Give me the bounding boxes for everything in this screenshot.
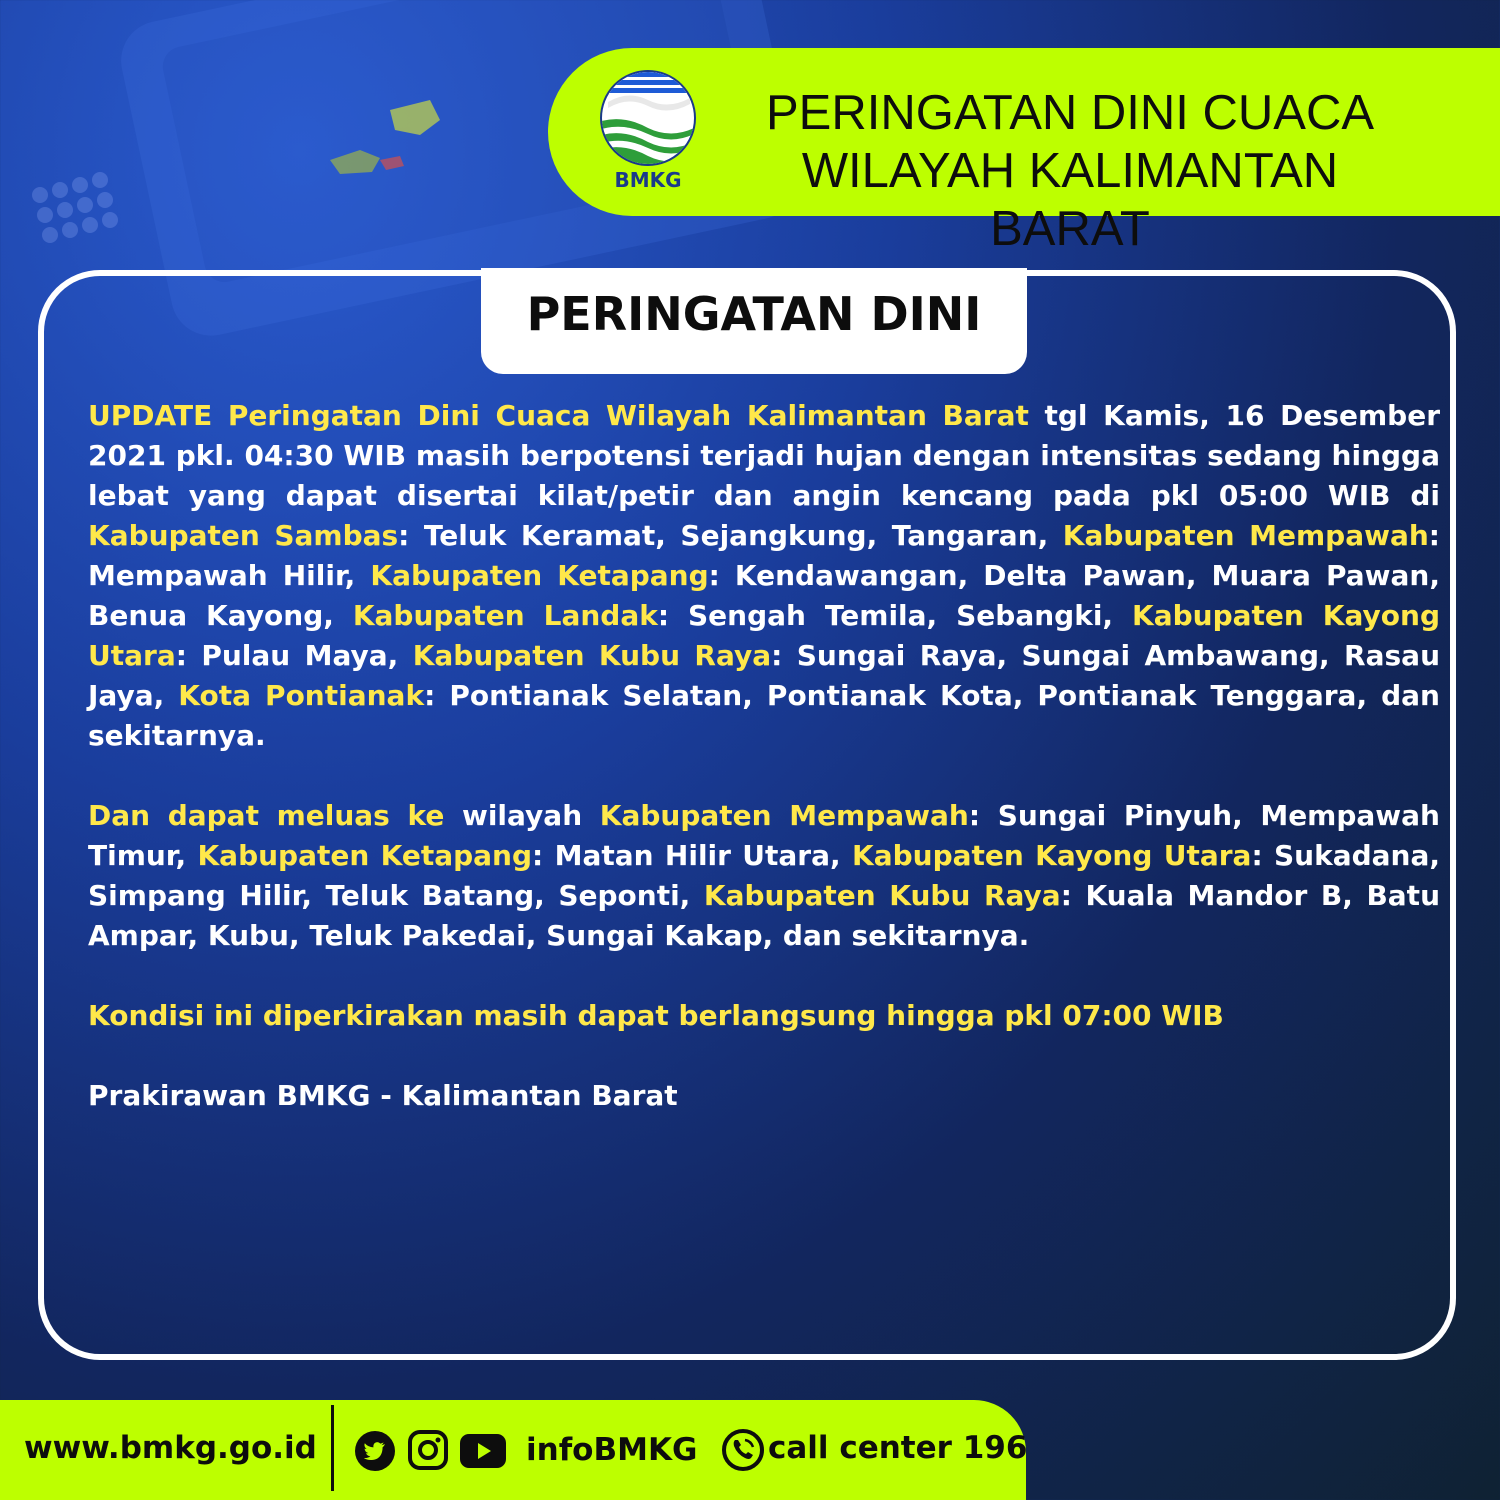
social-handle[interactable]: infoBMKG	[526, 1432, 698, 1468]
footer-divider	[331, 1405, 334, 1491]
logo-label: BMKG	[614, 168, 682, 192]
twitter-icon[interactable]	[354, 1430, 396, 1472]
body-text: : Mempawah Hilir,	[88, 519, 1440, 592]
region-name: Kabupaten Landak	[352, 599, 658, 632]
region-name: Kabupaten Ketapang	[197, 839, 533, 872]
call-center[interactable]: call center 196	[768, 1430, 1028, 1466]
region-name: Kabupaten Kubu Raya	[703, 879, 1061, 912]
title-line-2: WILAYAH KALIMANTAN BARAT	[801, 144, 1339, 256]
region-name: Kabupaten Ketapang	[370, 559, 709, 592]
region-name: Kabupaten Kubu Raya	[412, 639, 772, 672]
region-name: Kabupaten Mempawah	[1062, 519, 1429, 552]
body-text: tgl Kamis, 16 Desember 2021 pkl. 04:30 WIB masih berpotensi terjadi hujan dengan intensitas sedang hingga lebat yang dapat disertai kilat/petir dan angin kencang pada pkl 05:00 WIB di	[88, 399, 1440, 512]
youtube-icon[interactable]	[460, 1434, 506, 1468]
body-text: : Sukadana, Simpang Hilir, Teluk Batang, Seponti,	[88, 839, 1440, 912]
region-name: Kabupaten Kayong Utara	[852, 839, 1252, 872]
duration-note: Kondisi ini diperkirakan masih dapat berlangsung hingga pkl 07:00 WIB	[88, 999, 1224, 1032]
body-text: : Teluk Keramat, Sejangkung, Tangaran,	[398, 519, 1063, 552]
body-text: : Sengah Temila, Sebangki,	[657, 599, 1133, 632]
warning-body	[88, 396, 1440, 1156]
body-text: wilayah	[444, 799, 600, 832]
page-title	[720, 84, 1420, 258]
highlight-text: Dan dapat meluas ke	[88, 799, 445, 832]
body-text: : Matan Hilir Utara,	[532, 839, 852, 872]
body-text: : Sungai Raya, Sungai Ambawang, Rasau Jaya,	[88, 639, 1440, 712]
warning-paragraph-2	[88, 796, 1440, 956]
body-text: : Kendawangan, Delta Pawan, Muara Pawan, Benua Kayong,	[88, 559, 1440, 632]
highlight-text: UPDATE Peringatan Dini Cuaca Wilayah Kalimantan Barat	[88, 399, 1029, 432]
title-line-1: PERINGATAN DINI CUACA	[765, 86, 1375, 140]
body-text: : Kuala Mandor B, Batu Ampar, Kubu, Teluk Pakedai, Sungai Kakap, dan sekitarnya.	[88, 879, 1441, 952]
region-name: Kabupaten Sambas	[88, 519, 399, 552]
panel-title: PERINGATAN DINI	[526, 287, 982, 341]
instagram-icon[interactable]	[408, 1430, 448, 1470]
website-link[interactable]: www.bmkg.go.id	[24, 1430, 317, 1466]
phone-icon	[721, 1428, 765, 1472]
region-name: Kota Pontianak	[178, 679, 425, 712]
body-text: : Pontianak Selatan, Pontianak Kota, Pontianak Tenggara, dan sekitarnya.	[88, 679, 1440, 752]
body-text: : Pulau Maya,	[175, 639, 413, 672]
region-name: Kabupaten Kayong Utara	[88, 599, 1440, 672]
forecaster-signature: Prakirawan BMKG - Kalimantan Barat	[88, 1079, 678, 1112]
body-text: : Sungai Pinyuh, Mempawah Timur,	[88, 799, 1440, 872]
region-name: Kabupaten Mempawah	[599, 799, 969, 832]
warning-paragraph-1	[88, 396, 1440, 756]
